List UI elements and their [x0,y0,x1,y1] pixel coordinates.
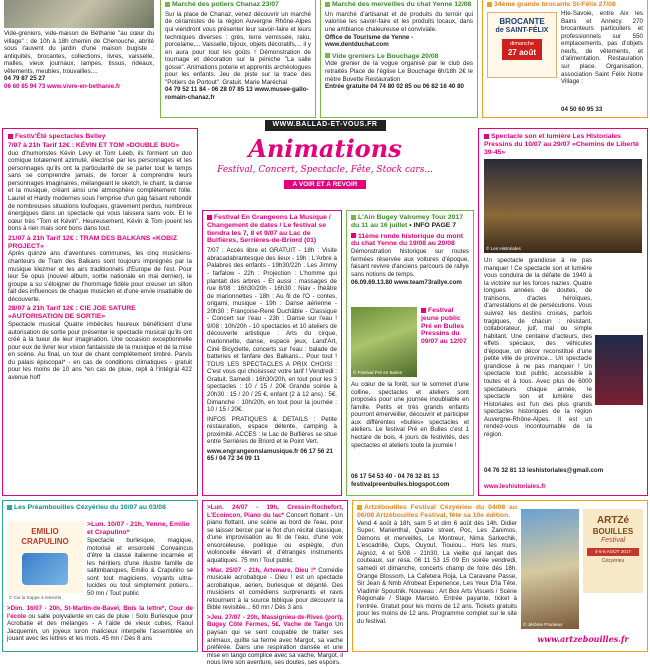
piano-text: Concert flottant - Un piano flottant, une scène au bord de l'eau, pour se laisser bercer par le flot d'un récital classique, d'une improvisation au fil de l'eau, d'une voix ensorceleuse, poétique ou espiègle, d'un violoncelle élevant et d'étranges instruments aquatiques. 75 mn / Tout public [207,511,343,564]
banner-url: WWW.BALLAD-ET-VOUS.FR [265,120,386,131]
grangeons-infos: INFOS PRATIQUES & DETAILS : Petite restauration, espace détente, camping à proximité. ACCES : le Lac de Bulfières se situe entre Serrières de Briord et le Point Vert. [207,415,337,446]
artzebouilles-panel [352,500,648,652]
emilio-caption: © Cie la trappe à ressorts [9,595,62,600]
top-col4 [482,0,648,118]
pre-en-bulles-photo [351,307,417,377]
belley-text2: Après quinze ans d'aventures communes, les cinq musiciens-chanteurs de Tram des Balkans sont toujours imprégnés par la musique klezmer et les airs traditionnels d'Europe de l'est. Pour leur 5e opus (nouvel album, sortie nationale en mai dernier), le groupe a su s'éloigner de l'hommage fidèle pour creuser un sillon fait des influences de chaque musicien et d'une envie insatiable de découverte. [8,250,192,303]
brocante-ad-line2: de SAINT-FÉLIX [495,26,549,34]
vide-maison-phone: 04 79 87 25 27 [4,75,46,83]
artzebouilles-caption: © Jérôme Prunieux [523,622,563,628]
brocante-ad-line4: 27 août [507,47,536,57]
vide-maison-web: 06 60 85 94 73 www.vivre-en-bethanie.fr [4,82,121,90]
historiales-text: Un spectacle grandiose à ne pas manquer ! Ce spectacle son et lumière vous conduira de la défaite de 1940 à la victoire sur les forces nazies. Quatre longues années de doutes, de trahisons, d'actes héroïques, d'arrestations et de persécutions. Vous suivrez les destins croisés, parfois tragiques, de chacun : résistant, collaborateur, juif, mal ou simple habitant. Une centaine d'acteurs, des effets spéciaux, des véhicules d'époque, un décor reconstitué d'une petite ville de province... Un spectacle grandiose à ne pas manquer ! Un spectacle tout public, accessible à toutes et à tous. Avec plus de 6000 spectateurs chaque année, le spectacle son et lumière des Historiales est l'un des plus grands spectacles historiques de la région Auvergne-Rhône-Alpes. Il est un rendez-vous incontournable de la région. [484,257,592,438]
belley-text1: duo d'humoristes Kévin Levy et Tom Leeb, ils forment un duo comique totalement azimuté, électrisé par les personnages et les personnages qu'ils ont la particularité de se parler tout le temps sans se comprendre jamais, de forcer à comprendre leurs personnages imaginaires, mélangeant le sketch, le chant, la danse et la musique, créant ainsi une atmosphère complètement folle. Laurel et Hardy modernes sous l'emprise d'un gag faisant rebondir de nombreuses situations loufoques, gravement perdus, nombreux énergiques dans un spectacle qui vous laissera sans voix. Et le cœur très "Tom et Kévin". Heureusement, Kévin & Tom jouent les bons à rien mais sont bons dans tout. [8,149,192,233]
grangeons-title: Festival En Grangeons La Musique / Changement de dates / Le festival se tiendra les 7, 8 et 9/07 au Lac de Bulfières, Serrières-de-Briord (01) [207,214,331,245]
emilio-text: Spectacle burlesque, magique, motorisé et ensorcelé Convaincus d'être la classe italienne incarnée et les héritiers d'une illustre famille de saltimbanques, Emilio & Crapulino se sont tout magiciens, voyants ultra-lucides ou tout simplement potiers... 50 mn / Tout public [87,537,193,597]
ronde-phone: 06.09.69.13.80 www.team73rallye.com [351,278,462,286]
historiales-phone: 04 76 32 81 13 leshistoriales@gmail.com [484,467,604,474]
historiales-web: www.leshistoriales.fr [484,483,546,490]
ronde-title: 11ème ronde historique du mont du chat Yenne du 19/08 au 20/08 [351,232,463,248]
emilio-logo [7,521,83,593]
bugey-tour-title: L'Ain Bugey Valromey Tour 2017 du 11 au 16 juillet • INFO PAGE 7 [351,214,463,229]
artzebouilles-logo-line1: ARTZé [596,515,630,526]
bavel-text: ou salle polyvalente en cas de pluie : Solo Burlesque pour Acrobatie et des mélanges - A l'aide de vieux cubes, Raoul Jacquemin, un joyeux luron malicieux interpelle l'assemblée en jouant avec les lettres et les mots. 45 mn / Dès 8 ans [7,612,193,643]
artzebouilles-text: Vend 4 août à 18h, sam 5 et dim 6 août dès 14h. Didier Super, Marienthal, Quatre street, Poc, Les Zanimos, Démons et merveilles, Le Montreur, Nima Sarkechik, L'escadrille, Oups, Ouyout, Tiouiou... Hors les murs, Aignoz, 4 et 5/08 - 21h30, La vieille qui lançait des couteaux, sur résa. 06 11 53 15 09 En soirée vendredi, samedi et dimanche, concerts champ de foire dès 18h. Orange Blossom, La Cafetera Roja, La Caravane Passe, Sir Jean & Nmb Afrobeat Experience, Les Yeux D'la Tête, Vladimir Spoutnik. Nouveau : Art Box Arts Visuels / Scène Régionale / Stage Marcelo. Entrée payante, ticket à l'entrée. Gratuit pour les moins de 12 ans. Tickets gratuits pour les moins de 12 ans. Programme complet sur le site du festival. [357,519,517,625]
artzebouilles-logo-town: Cézyérieu [601,558,625,565]
dieu-sub: >Mar. 25/07 - 21h, Artemare, Dieu !* [207,566,316,574]
pink-bullet-icon [8,134,13,139]
artzebouilles-title: Artzébouilles Festival Cézyérieu du 04/08 au 06/08 Artzébouilles Festival, fête sa 10e édition. [357,504,517,519]
vide-maison-text: Vide-greniers, vide-maison de Béthanie "au cœur du village" : de 10h à 18h chemin de Chenouche, abrité sous l'auvent du jardin d'une maison bugiste : antiquités, brocantes, collections, livres, vaisselle, malles, vieux journaux, lampes, tissus, rideaux, vêtements, meubles, trouvailles.... [4,30,154,75]
artzebouilles-textblock [357,504,517,626]
emilio-illustration [22,553,68,585]
historiales-caption: © Les Historiales [486,246,521,252]
banner-tag: A VOIR ET A REVOIR [284,180,365,190]
top-col1-photo [4,0,154,28]
grangeons-contact: www.engrangeonslamusique.fr 06 17 56 21 65 / 04 72 34 09 11 [207,447,333,463]
ronde-text: Démonstration historique sur routes fermées réservée aux voitures d'époque, faisant revivre d'anciens parcours de rallye sans notions de temps. [351,248,469,278]
pink-bullet-icon [484,134,489,139]
emilio-logo-line2: CRAPULINO [21,536,69,546]
historiales-panel [478,128,648,496]
pre-en-bulles-contact: 06 17 54 53 40 - 04 76 32 81 13 festivalpreenbulles.blogspot.com [351,473,450,488]
merveilles-text: Un marché d'artisanat et de produits du terroir qui valorise les savoir-faire et les produits locaux, dans une ambiance chaleureuse et conviviale. [325,10,473,33]
historiales-title: Spectacle son et lumière Les Historiales Pressins du 10/07 au 29/07 «Chemins de Liberté 39-45» [484,133,639,156]
tango-text: Un paysan qui se sent coupable de traiter ses animaux, quitte sa ferme avec Margot, sa vache préférée. Dans une respiration dansée et une mise en tango complice avec sa vache, Margot, il nous livre son aventure, ses doutes, ses espoirs. [207,621,343,667]
historiales-photo [484,159,642,253]
green-bullet-icon [325,53,330,58]
orange-bullet-icon [357,505,362,510]
preambouilles-panel [2,500,198,652]
brocante-text: Hte-Savoie, entre Aix les Bains et Annecy. 270 brocanteurs particuliers et professionnels sur 550 emplacements, pas d'objets neufs, de vêtements, et d'alimentation. Restauration sur place. Organisation, association Saint Félix Notre Village : [561,10,643,86]
belley-panel [2,128,198,496]
historiales-poster [595,335,643,405]
bavel-block [7,605,193,643]
green-bullet-icon [351,215,356,220]
green-bullet-icon [165,2,170,7]
brocante-ad-line1: BROCANTE [499,17,545,26]
top-col1 [4,30,154,118]
piano-block [207,504,343,565]
artzebouilles-logo-line3: Festival [600,536,626,544]
banner [200,120,450,206]
artzebouilles-web: www.artzebouilles.fr [537,634,629,644]
banner-subtitle: Festival, Concert, Spectacle, Fête, Stock cars... [217,164,433,175]
belley-text3: Spectacle musical Quatre imbéciles heureux bénéficient d'une autorisation de sortie pour présenter le spectacle musical qu'ils ont créé à la tueur de leur imagination. Une occasion exceptionnelle pour eux de livrer leur vision fantaisiste de la musique et de la mise en scène. Au final, un tour de chant complètement timbré. Parvis du palais épiscopal* - en cas de conditions climatiques - gratuit pour les moins de 10 ans *en cas de pluie, repli à l'intégral 422 avenue hoff [8,321,192,381]
green-bullet-icon [325,2,330,7]
pink-bullet-icon [421,308,426,313]
brocante-ad-line3: dimanche [510,41,534,48]
banner-title: Animations [248,133,402,163]
emilio-sub: >Lun. 10/07 - 21h, Yenne, Emilio et Crapulino* [87,521,190,536]
belley-sub2: 21/07 à 21h Tarif 12€ : TRAM DES BALKANS «KOBIZ PROJECT» [8,234,178,250]
belley-sub1: 7/07 à 21h Tarif 12€ : KÉVIN ET TOM «DOUBLE BUG» [8,141,180,149]
tango-block [207,614,343,667]
artzebouilles-photo [521,509,579,629]
bugey-tour-panel [346,210,474,496]
top-col2 [160,0,316,118]
grangeons-text: 7/07 : Accès libre et GRATUIT - 18h : Visite abracadabrantesque des lieux - 19h : L'Arbre à Palabres des enfants - 19h30/22h : Les Jimmy - farfalow - 22h : Projection : L'homme qui plantait des arbres - Et aussi : massages de rue 8/08 : 16h30/20h - 16h30 : Niav - théâtre de marionnettes - 18h : Au fil de l'O - contes, origami, musique - 19h : Danse aérienne - 20h30 : Françoise-René Duchâble - Classique - Concert sur l'eau - 23h : Danse sur l'eau ! 9/08 : 10h/20h - 10 spectacles et 10 ateliers de découverte artistique : Arts du cirque, marionnette, danse, espace jeux, Land'Art, Ciné Bicyclette, concerts sur l'eau : balade de batteries et fanfare des Balkans... Pour tout ! TOUS LES SPECTACLES A PRIX CHOISI : C'est vous qui choisissez votre tarif ! Vendredi : Gratuit. Samedi : 16h30/20h, en tout pour les 3 spectacles : 10 / 15 / 20€ Grande soirée à 20h30 : 15 / 20 / 25 €, enfant (2 à 12 ans) : 5€. Dimanche : 10h/20h, en tout pour la journée : 10 / 15 / 20€. [207,247,337,414]
pre-en-bulles-text: Au cœur de la forêt, sur le sommet d'une colline, spectacles et ateliers sont proposés pour une journée inoubliable en famille. Petits et très grands enfants pourront émerveiller, découvrir et participer aux différentes «bulles» spectacles et ateliers. Le festival Pré en Bulles c'est 1 hectare de bois, 4 jours de festivités, des spectacles et ateliers toute la journée ! [351,381,469,449]
bouchage-title: Vide greniers Le Bouchage 20/08 [325,53,473,61]
emilio-logo-line1: EMILIO [31,527,59,536]
belley-sub3: 28/07 à 21h Tarif 12€ : CIE JOE SATURE «AUTORISATION DE SORTIE» [8,305,136,321]
bavel-sub: >Dim. 16/07 - 20h, St-Martin-de-Bavel, Bois la lettre*, Cour de l'école [7,605,193,620]
potiers-text: Sur la place de Chanaz, venez découvrir un marché de céramistes de la région Auvergne Rhône-Alpes qui viendront vous présenter leur savoir-faire et leurs techniques diverses : grès, terre vernissée, raku, porcelaine,... Vaisselle, bijoux, objets décoratifs,... il y en aura pour tout les goûts ! Démonstration de tournage et décoration sur la péniche "La salle gosse". Animations poterie et apprentis archéologues pour les enfants. Jeu de piste sur la trace des "Potiers de Portout". Gratuit. Marie Maréchal [165,10,311,86]
dieu-text: Comédie musicale acrobatique - Dieu ! est un spectacle acrobatique, aérien, burlesque et déjanté. Des musiciens et comédiens surprenants et ravis retournent à la source biblique pour découvrir la Bible revisitée... 60 mn / Dès 3 ans [207,566,343,612]
tango-sub: >Jeu. 27/07 - 20h, Massignieu-de-Rives (port), Bugey Côté Fermes, 5€, Vache de Tango [207,613,343,629]
grangeons-panel [202,210,342,496]
dieu-block [207,567,343,612]
orange-bullet-icon [487,2,492,7]
brocante-phone: 04 50 60 95 33 [561,106,603,113]
pre-en-bulles-caption: © Festival Pré en Bulles [353,370,403,376]
pink-bullet-icon [351,233,356,238]
belley-title: Festiv'Été spectacles Belley [8,133,192,141]
preambouilles-panel-2 [202,500,348,667]
bouchage-text: Vide grenier de la vogue organisé par le club des retraités Place de l'église Le Bouchage 6h/18h 2€ le mètre Buvette Restauration [325,60,473,83]
bouchage-contact: Entrée gratuite 04 74 80 02 85 ou 06 82 16 40 80 [325,83,464,91]
artzebouilles-logo-dates: 4-5-6 AOÛT 2017 [587,548,639,556]
piano-sub: >Lun. 24/07 - 19h, Cressin-Rochefort, L'Ecoincon, Piano du lac* [207,504,343,519]
preambouilles-title: Les Préambouilles Cézyérieu du 10/07 au 03/08 [7,504,193,512]
brocante-title: 34ème grande brocante St-Félix 27/08 [487,1,643,9]
top-col3 [320,0,478,118]
artzebouilles-logo-line2: BOUILLES [592,527,634,537]
brocante-ad [487,12,557,78]
pink-bullet-icon [207,215,212,220]
potiers-contact: 04 79 52 11 84 - 06 28 07 85 13 www.musee-gallo-romain-chanaz.fr [165,86,309,101]
potiers-title: Marché des potiers Chanaz 23/07 [165,1,311,9]
pre-en-bulles-title: Festival jeune public Pré en Bulles Pressins du 09/07 au 12/07 [421,307,467,346]
artzebouilles-logo [583,509,643,593]
merveilles-contact: Office de Tourisme de Yenne - www.dentduchat.com [325,33,414,49]
merveilles-title: Marché des merveilles du chat Yenne 12/08 [325,1,473,9]
teal-bullet-icon [7,505,12,510]
bugey-tour-tag: • INFO PAGE 7 [409,221,457,229]
